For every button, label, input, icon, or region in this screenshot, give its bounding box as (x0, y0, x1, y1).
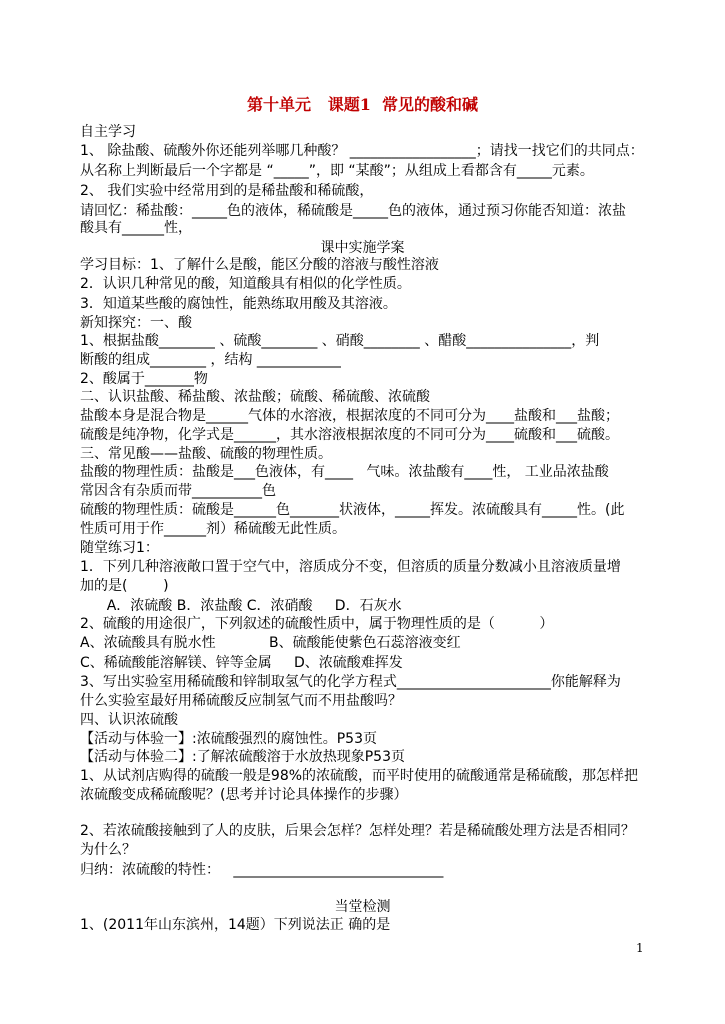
text-line: 2、酸属于_______物 (80, 371, 208, 387)
text-line: 1、 除盐酸、硫酸外你还能列举哪几种酸？ __________________；请找一找它们的共同点： (80, 143, 644, 159)
section-heading-in-class: 课中实施学案 (320, 240, 405, 256)
text-line: 浓硫酸变成稀硫酸呢？(思考并讨论具体操作的步骤） (80, 787, 408, 803)
text-line: 随堂练习1： (80, 540, 159, 556)
text-line: 3、写出实验室用稀硫酸和锌制取氢气的化学方程式______________________你能解释为 (80, 674, 621, 690)
text-line: A．浓硫酸 B．浓盐酸 C．浓硝酸 D．石灰水 (80, 598, 402, 614)
text-line: 性质可用于作______剂）稀硫酸无此性质。 (80, 521, 346, 537)
text-line: 【活动与体验一】:浓硫酸强烈的腐蚀性。P53页 (80, 731, 377, 747)
text-line: 2、硫酸的用途很广，下列叙述的硫酸性质中，属于物理性质的是（ ） (80, 616, 554, 632)
text-line: C、稀硫酸能溶解镁、锌等金属 D、浓硫酸难挥发 (80, 655, 403, 671)
text-line: 盐酸的物理性质：盐酸是___色液体，有____ 气味。浓盐酸有____性， 工业品浓盐酸 (80, 464, 609, 480)
text-line: 断酸的组成________ ，结构 ____________ (80, 352, 341, 368)
text-line: 从名称上判断最后一个字都是 “_____”，即 “某酸”；从组成上看都含有_____元素。 (80, 163, 594, 179)
text-line: 1、(2011年山东滨州，14题）下列说法正 确的是 (80, 917, 391, 933)
text-line: 1、根据盐酸________ 、硫酸________ 、硝酸________ 、醋酸_______________，判 (80, 333, 600, 349)
text-line: 三、常见酸——盐酸、硫酸的物理性质。 (80, 446, 332, 462)
text-line: 新知探究：一、酸 (80, 315, 192, 331)
text-line: A、浓硫酸具有脱水性 B、硫酸能使紫色石蕊溶液变红 (80, 635, 461, 651)
text-line: 盐酸本身是混合物是______气体的水溶液，根据浓度的不同可分为____盐酸和___盐酸； (80, 408, 619, 424)
text-line: 2、若浓硫酸接触到了人的皮肤，后果会怎样？怎样处理？若是稀硫酸处理方法是否相同？ (80, 823, 635, 839)
text-line: 1、从试剂店购得的硫酸一般是98%的浓硫酸，而平时使用的硫酸通常是稀硫酸，那怎样把 (80, 768, 639, 784)
text-line: 归纳：浓硫酸的特性： ______________________________ (80, 862, 444, 878)
section-heading-in-class-test: 当堂检测 (334, 899, 391, 915)
text-line: 3．知道某些酸的腐蚀性，能熟练取用酸及其溶液。 (80, 296, 397, 312)
text-line: 什么实验室最好用稀硫酸反应制氢气而不用盐酸吗？ (80, 693, 402, 709)
text-line: 加的是( ) (80, 578, 169, 594)
text-line: 【活动与体验二】:了解浓硫酸溶于水放热现象P53页 (80, 749, 405, 765)
text-line: 酸具有______性， (80, 220, 192, 236)
text-line: 四、认识浓硫酸 (80, 712, 178, 728)
text-line: 自主学习 (80, 124, 136, 140)
text-line: 常因含有杂质而带__________色 (80, 483, 276, 499)
text-line: 二、认识盐酸、稀盐酸、浓盐酸；硫酸、稀硫酸、浓硫酸 (80, 389, 430, 405)
text-line: 硫酸是纯净物，化学式是______，其水溶液根据浓度的不同可分为____硫酸和___硫酸。 (80, 427, 619, 443)
text-line: 硫酸的物理性质：硫酸是______色_______状液体，_____挥发。浓硫酸具有_____性。(此 (80, 502, 625, 518)
text-line: 1．下列几种溶液敞口置于空气中，溶质成分不变，但溶质的质量分数减小且溶液质量增 (80, 559, 621, 575)
text-line: 2、 我们实验中经常用到的是稀盐酸和稀硫酸， (80, 183, 374, 199)
text-line: 请回忆：稀盐酸：_____色的液体，稀硫酸是_____色的液体，通过预习你能否知道：浓盐 (80, 203, 626, 219)
page-title: 第十单元 课题1 常见的酸和碱 (247, 95, 478, 114)
text-line: 学习目标：1、了解什么是酸，能区分酸的溶液与酸性溶液 (80, 257, 439, 273)
text-line: 2．认识几种常见的酸，知道酸具有相似的化学性质。 (80, 276, 411, 292)
text-line: 为什么？ (80, 842, 136, 858)
page-number: 1 (636, 941, 644, 955)
